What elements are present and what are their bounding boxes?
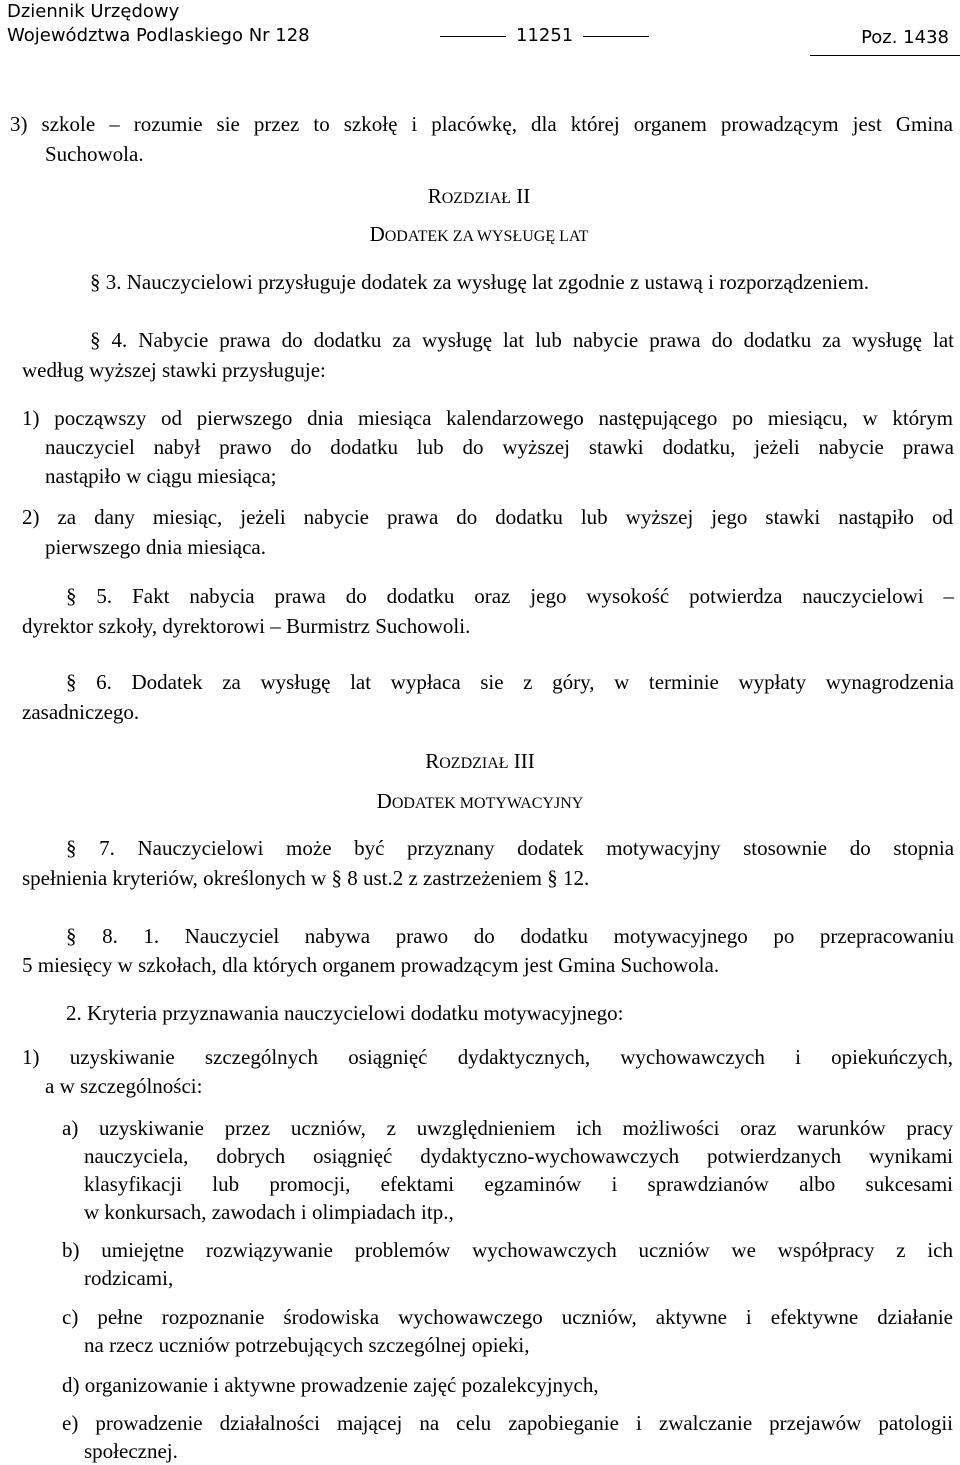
section-6-line1: § 6. Dodatek za wysługę lat wypłaca sie z góry, w terminie wypłaty wynagrodzenia	[66, 670, 954, 694]
journal-title: Dziennik Urzędowy	[7, 1, 180, 22]
criterion-d: d) organizowanie i aktywne prowadzenie zajęć pozalekcyjnych,	[62, 1373, 599, 1397]
section-4-line1: § 4. Nabycie prawa do dodatku za wysługę lat lub nabycie prawa do dodatku za wysługę lat	[90, 328, 954, 352]
page-number-dash-right	[583, 36, 649, 37]
section-5-line1: § 5. Fakt nabycia prawa do dodatku oraz jego wysokość potwierdza nauczycielowi –	[66, 584, 954, 608]
section-4-item1-line1: 1) począwszy od pierwszego dnia miesiąca kalendarzowego następującego po miesiącu, w którym	[22, 406, 953, 430]
section-8-line2: 5 miesięcy w szkołach, dla których organem prowadzącym jest Gmina Suchowola.	[22, 953, 720, 977]
criterion-c-line1: c) pełne rozpoznanie środowiska wychowawczego uczniów, aktywne i efektywne działanie	[62, 1305, 953, 1329]
criterion-a-line2: nauczyciela, dobrych osiągnięć dydaktyczno-wychowawczych potwierdzanych wynikami	[84, 1144, 953, 1168]
section-6-line2: zasadniczego.	[22, 700, 140, 724]
section-sign-icon: §	[90, 328, 112, 352]
section-sign-icon: §	[66, 924, 103, 948]
position-number: Poz. 1438	[861, 27, 949, 48]
criterion-e-line1: e) prowadzenie działalności mającej na celu zapobieganie i zwalczanie przejawów patologii	[62, 1411, 953, 1435]
section-4-item1-line3: nastąpiło w ciągu miesiąca;	[45, 464, 277, 488]
chapter-3-title: ROZDZIAŁ III	[425, 749, 535, 773]
chapter-2-title: ROZDZIAŁ II	[427, 184, 531, 208]
section-7-line2: spełnienia kryteriów, określonych w § 8 ust.2 z zastrzeżeniem § 12.	[22, 866, 590, 890]
section-sign-icon: §	[66, 670, 97, 694]
section-sign-icon: §	[66, 584, 97, 608]
chapter-3-subtitle: DODATEK MOTYWACYJNY	[376, 789, 584, 813]
journal-issue: Województwa Podlaskiego Nr 128	[7, 25, 310, 46]
criterion-b-line1: b) umiejętne rozwiązywanie problemów wychowawczych uczniów we współpracy z ich	[62, 1238, 953, 1262]
criterion-a-line3: klasyfikacji lub promocji, efektami egzaminów i sprawdzianów albo sukcesami	[84, 1172, 953, 1196]
page-number: 11251	[516, 25, 574, 46]
section-7-line1: § 7. Nauczycielowi może być przyznany dodatek motywacyjny stosownie do stopnia	[66, 836, 955, 860]
position-underline	[810, 55, 960, 56]
criterion-b-line2: rodzicami,	[84, 1266, 174, 1290]
definition-3-line2: Suchowola.	[45, 142, 144, 166]
section-4-item2-line1: 2) za dany miesiąc, jeżeli nabycie prawa do dodatku lub wyższej jego stawki nastąpiło od	[22, 505, 953, 529]
criterion-a-line4: w konkursach, zawodach i olimpiadach itp.,	[84, 1200, 454, 1224]
section-8-line1: § 8. 1. Nauczyciel nabywa prawo do dodatku motywacyjnego po przepracowaniu	[66, 924, 954, 948]
section-4-item2-line2: pierwszego dnia miesiąca.	[45, 535, 266, 559]
section-sign-icon: §	[90, 270, 106, 294]
criterion-c-line2: na rzecz uczniów potrzebujących szczególnej opieki,	[84, 1333, 530, 1357]
criterion-a-line1: a) uzyskiwanie przez uczniów, z uwzględnieniem ich możliwości oraz warunków pracy	[62, 1116, 953, 1140]
page-number-row	[430, 24, 659, 48]
section-3: § 3. Nauczycielowi przysługuje dodatek za wysługę lat zgodnie z ustawą i rozporządzeniem.	[90, 270, 870, 294]
section-sign-icon: §	[66, 836, 100, 860]
section-4-line2: według wyższej stawki przysługuje:	[22, 358, 326, 382]
criterion-e-line2: społecznej.	[84, 1439, 178, 1463]
criterion-1-line2: a w szczególności:	[45, 1074, 203, 1098]
criterion-1-line1: 1) uzyskiwanie szczególnych osiągnięć dydaktycznych, wychowawczych i opiekuńczych,	[22, 1045, 953, 1069]
section-4-item1-line2: nauczyciel nabył prawo do dodatku lub do wyższej stawki dodatku, jeżeli nabycie prawa	[45, 435, 954, 459]
page-number-dash-left	[440, 36, 506, 37]
chapter-2-subtitle: DODATEK ZA WYSŁUGĘ LAT	[369, 222, 589, 246]
section-8-item2: 2. Kryteria przyznawania nauczycielowi dodatku motywacyjnego:	[66, 1001, 624, 1025]
section-5-line2: dyrektor szkoły, dyrektorowi – Burmistrz Suchowoli.	[22, 614, 471, 638]
definition-3-line1: 3) szkole – rozumie sie przez to szkołę i placówkę, dla której organem prowadzącym jest Gmina	[10, 112, 953, 136]
